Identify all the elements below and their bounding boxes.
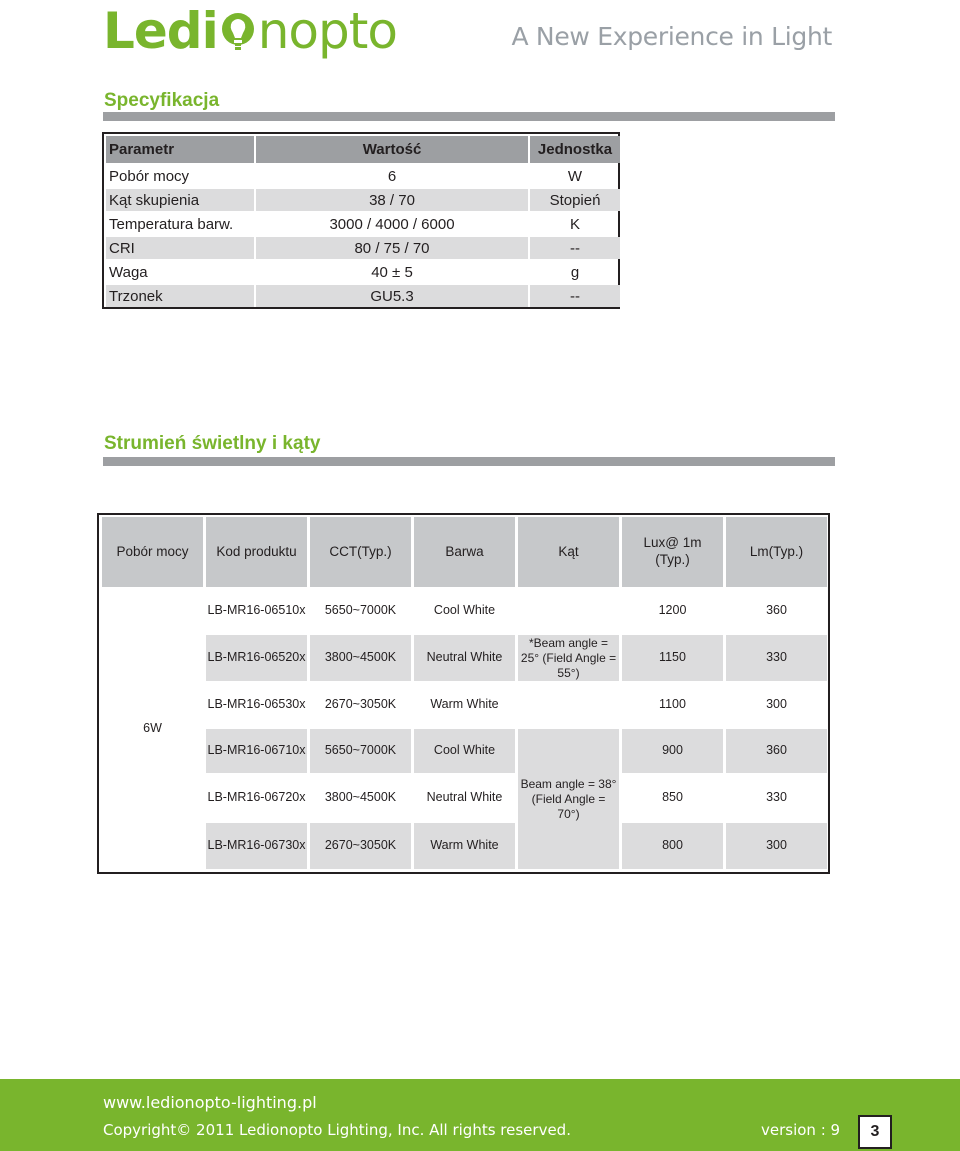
flux-row-5-cct: 2670~3050K	[310, 823, 411, 869]
flux-row-1-color: Neutral White	[414, 635, 515, 681]
flux-row-3-color: Cool White	[414, 729, 515, 773]
flux-row-0-cct: 5650~7000K	[324, 603, 397, 618]
spec-row-2-param: Temperatura barw.	[109, 215, 234, 233]
flux-header-cct: CCT(Typ.)	[310, 517, 411, 587]
flux-row-3-code: LB-MR16-06710x	[206, 729, 307, 773]
brand-logo	[103, 2, 397, 60]
tagline: A New Experience in Light	[511, 22, 832, 51]
flux-row-0-code: LB-MR16-06510x	[207, 603, 306, 618]
flux-header-lm: Lm(Typ.)	[726, 517, 827, 587]
flux-table	[97, 513, 830, 874]
logo-text-left: Ledi	[103, 2, 218, 60]
spec-row-1-param: Kąt skupienia	[106, 189, 254, 211]
flux-header-color: Barwa	[414, 517, 515, 587]
spec-row-4-unit: g	[570, 263, 580, 281]
flux-header-power: Pobór mocy	[102, 517, 203, 587]
flux-row-3-lux: 900	[622, 729, 723, 773]
flux-angle-group-0: *Beam angle = 25° (Field Angle = 55°)	[518, 635, 619, 681]
flux-row-3-lm: 360	[726, 729, 827, 773]
spec-row-2-unit: K	[569, 215, 580, 233]
spec-row-0-value: 6	[387, 167, 397, 185]
flux-row-2-color: Warm White	[430, 697, 499, 712]
flux-power-value: 6W	[143, 721, 162, 736]
spec-header-jednostka: Jednostka	[530, 136, 620, 163]
spec-row-5-param: Trzonek	[106, 285, 254, 307]
flux-header-angle: Kąt	[518, 517, 619, 587]
flux-row-0-lm: 360	[766, 603, 787, 618]
spec-header-parametr: Parametr	[106, 136, 254, 163]
flux-header-lux: Lux@ 1m (Typ.)	[622, 517, 723, 587]
flux-row-4-lux: 850	[662, 790, 683, 805]
spec-row-4-value: 40 ± 5	[371, 263, 413, 281]
footer-copyright: Copyright© 2011 Ledionopto Lighting, Inc. All rights reserved.	[103, 1121, 571, 1139]
spec-section-title: Specyfikacja	[104, 90, 220, 111]
flux-section-title: Strumień świetlny i kąty	[104, 433, 321, 454]
flux-row-1-lux: 1150	[622, 635, 723, 681]
spec-table	[102, 132, 620, 309]
flux-row-2-cct: 2670~3050K	[324, 697, 397, 712]
flux-row-5-lm: 300	[726, 823, 827, 869]
flux-angle-group-1: Beam angle = 38° (Field Angle = 70°)	[518, 729, 619, 869]
flux-row-1-code: LB-MR16-06520x	[206, 635, 307, 681]
flux-row-2-lm: 300	[766, 697, 787, 712]
flux-row-0-color: Cool White	[433, 603, 496, 618]
footer-version: version : 9	[761, 1121, 841, 1139]
logo-text-right: nopto	[257, 2, 397, 60]
flux-row-1-lm: 330	[726, 635, 827, 681]
flux-row-0-lux: 1200	[658, 603, 687, 618]
flux-header-code: Kod produktu	[206, 517, 307, 587]
flux-row-5-code: LB-MR16-06730x	[206, 823, 307, 869]
flux-section-bar	[103, 457, 835, 466]
flux-row-1-cct: 3800~4500K	[310, 635, 411, 681]
flux-row-4-lm: 330	[766, 790, 787, 805]
spec-row-5-unit: --	[530, 285, 620, 307]
flux-row-4-cct: 3800~4500K	[324, 790, 397, 805]
spec-row-3-param: CRI	[106, 237, 254, 259]
spec-row-5-value: GU5.3	[256, 285, 528, 307]
flux-row-2-lux: 1100	[659, 697, 686, 712]
flux-row-4-color: Neutral White	[426, 790, 503, 805]
flux-row-5-color: Warm White	[414, 823, 515, 869]
spec-row-4-param: Waga	[109, 263, 148, 281]
spec-row-2-value: 3000 / 4000 / 6000	[329, 215, 455, 233]
spec-row-1-value: 38 / 70	[256, 189, 528, 211]
page-number: 3	[858, 1115, 892, 1149]
flux-row-2-code: LB-MR16-06530x	[207, 697, 306, 712]
spec-row-0-param: Pobór mocy	[109, 167, 190, 185]
footer	[0, 1079, 960, 1151]
flux-row-3-cct: 5650~7000K	[310, 729, 411, 773]
spec-row-3-value: 80 / 75 / 70	[256, 237, 528, 259]
lightbulb-icon	[219, 11, 257, 55]
spec-row-3-unit: --	[530, 237, 620, 259]
spec-row-0-unit: W	[567, 167, 583, 185]
flux-row-4-code: LB-MR16-06720x	[207, 790, 306, 805]
spec-grid	[106, 136, 616, 307]
spec-row-1-unit: Stopień	[530, 189, 620, 211]
spec-header-wartosc: Wartość	[256, 136, 528, 163]
footer-website-link[interactable]: www.ledionopto-lighting.pl	[103, 1093, 317, 1112]
spec-section-bar	[103, 112, 835, 121]
flux-row-5-lux: 800	[622, 823, 723, 869]
